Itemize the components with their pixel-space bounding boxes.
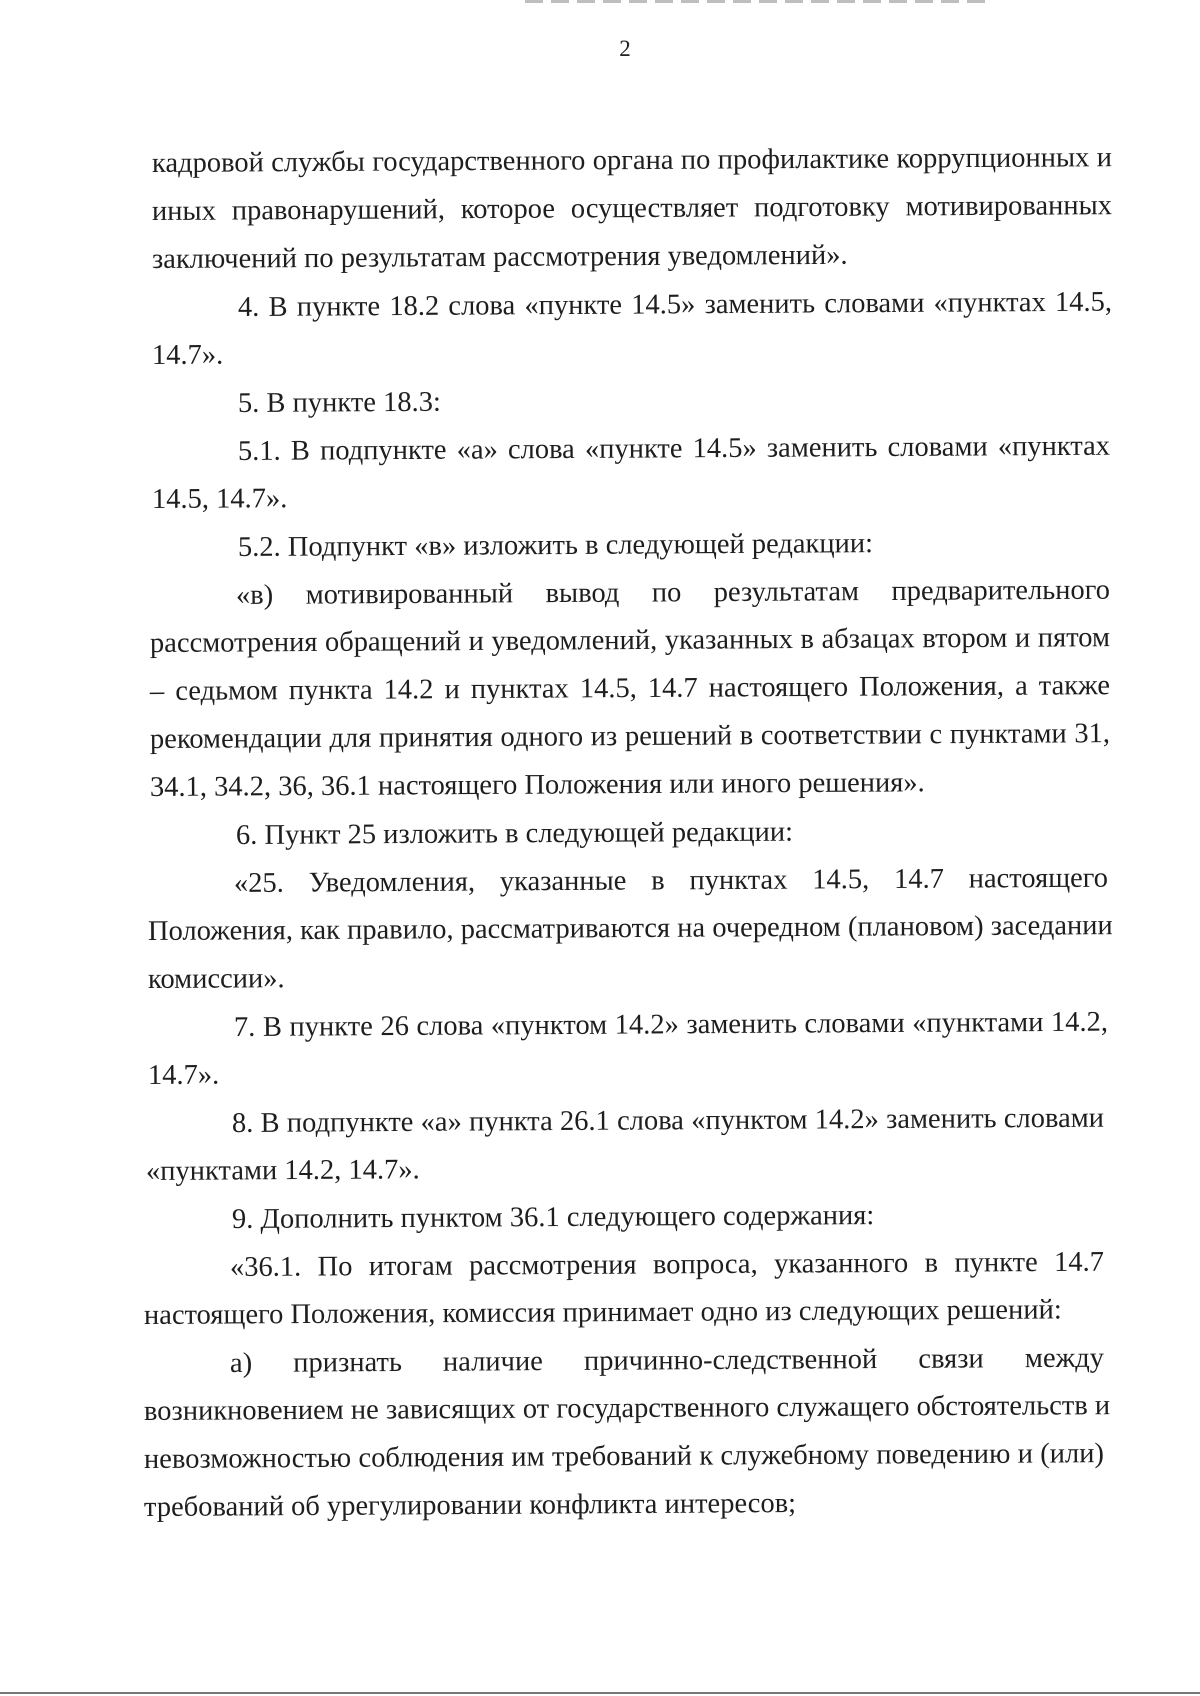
text-line: заключений по результатам рассмотрения уведомлений». [151, 239, 848, 275]
text-line: «36.1. По итогам рассмотрения вопроса, указанного в пункте 14.7 [229, 1246, 1105, 1283]
page-number: 2 [619, 36, 631, 61]
text-line: 7. В пункте 26 слова «пунктом 14.2» заменить словами «пунктами 14.2, [233, 1006, 1109, 1043]
text-line: невозможностью соблюдения им требований к служебному поведению и (или) [143, 1438, 1105, 1475]
text-line: 5. В пункте 18.3: [237, 386, 441, 419]
text-line: 4. В пункте 18.2 слова «пункте 14.5» заменить словами «пунктах 14.5, [237, 286, 1113, 323]
text-line: 14.7». [147, 1059, 220, 1091]
text-line: – седьмом пункта 14.2 и пунктах 14.5, 14.7 настоящего Положения, а также [149, 670, 1111, 707]
text-line: «пунктами 14.2, 14.7». [145, 1154, 420, 1187]
scan-bottom-edge [0, 1692, 1200, 1694]
scan-edge-artifact [525, 0, 985, 3]
text-line: настоящего Положения, комиссия принимает одно из следующих решений: [143, 1294, 1062, 1331]
text-line: 5.1. В подпункте «а» слова «пункте 14.5» заменить словами «пунктах [237, 430, 1111, 467]
text-line: рекомендации для принятия одного из решений в соответствии с пунктами 31, [149, 718, 1111, 755]
text-line: рассмотрения обращений и уведомлений, указанных в абзацах втором и пятом [149, 622, 1111, 659]
text-line: 14.5, 14.7». [151, 483, 288, 515]
text-line: 6. Пункт 25 изложить в следующей редакции: [235, 816, 794, 851]
text-line: «в) мотивированный вывод по результатам предварительного [235, 574, 1111, 611]
text-line: «25. Уведомления, указанные в пунктах 14.5, 14.7 настоящего [233, 862, 1109, 899]
text-line: 5.2. Подпункт «в» изложить в следующей редакции: [237, 528, 874, 563]
text-line: 34.1, 34.2, 36, 36.1 настоящего Положения или иного решения». [149, 767, 925, 803]
text-line: иных правонарушений, которое осуществляет подготовку мотивированных [151, 190, 1113, 227]
text-line: комиссии». [147, 963, 285, 995]
text-line: возникновением не зависящих от государственного служащего обстоятельств и [143, 1390, 1111, 1427]
text-line: 9. Дополнить пунктом 36.1 следующего содержания: [231, 1200, 875, 1235]
text-line: требований об урегулировании конфликта интересов; [143, 1488, 797, 1523]
text-line: кадровой службы государственного органа по профилактике коррупционных и [151, 142, 1113, 179]
text-line: а) признать наличие причинно-следственной связи между [229, 1342, 1105, 1379]
text-line: 14.7». [151, 339, 224, 371]
text-line: 8. В подпункте «а» пункта 26.1 слова «пунктом 14.2» заменить словами [231, 1102, 1105, 1139]
text-line: Положения, как правило, рассматриваются на очередном (плановом) заседании [147, 910, 1113, 947]
